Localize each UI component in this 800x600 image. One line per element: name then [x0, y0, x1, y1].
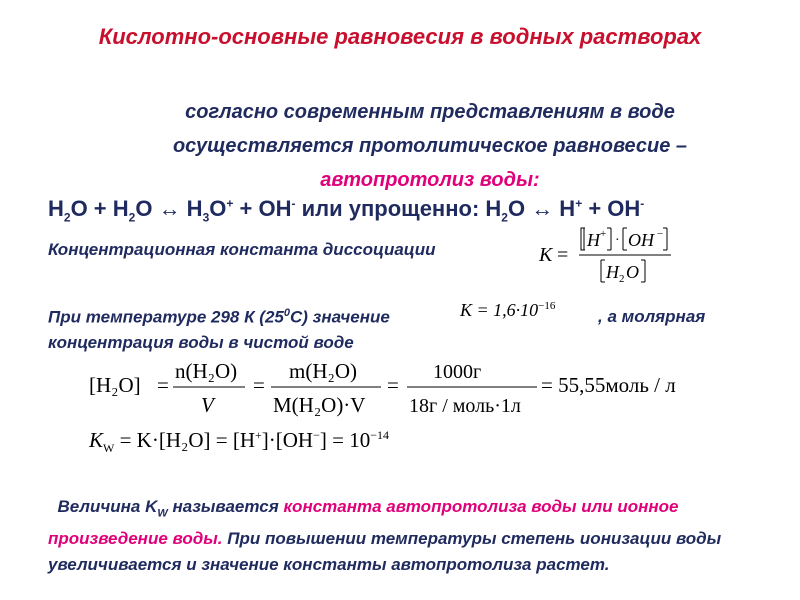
- autoprotolysis-equation: [48, 196, 644, 224]
- kw-k: K: [89, 428, 104, 452]
- kw-sub: W: [103, 441, 115, 456]
- k-value-exp: −16: [538, 300, 556, 312]
- eq-part: O ↔ H: [507, 196, 576, 221]
- f1-num: n(H₂O): [175, 359, 238, 383]
- bottom-d: При повышении температуры степень ионизации воды увеличивается и значение константы автопротолиза растет.: [48, 529, 722, 575]
- bottom-b: называется: [167, 497, 284, 516]
- temp-text-b: С) значение: [289, 307, 390, 327]
- bottom-sub: W: [157, 507, 168, 520]
- intro-paragraph: [90, 95, 770, 197]
- bracket-right-1: [607, 228, 611, 250]
- k-value: [460, 300, 555, 321]
- eq-part: O + H: [70, 196, 129, 221]
- molar-text-a: , а молярная: [598, 307, 706, 326]
- k-formula: [535, 224, 695, 286]
- temp-text-a: При температуре 298 К (25: [48, 307, 284, 327]
- numer-h: H: [587, 230, 600, 250]
- molar-result: = 55,55моль / л: [541, 373, 676, 397]
- eq-part: + OH: [233, 196, 292, 221]
- f2-den: M(H₂O)·V: [273, 393, 366, 417]
- denom-2: 2: [619, 273, 625, 285]
- page-title: Кислотно-основные равновесия в водных растворах: [98, 24, 702, 49]
- eq-sub: 2: [501, 210, 508, 225]
- eq-sup: +: [575, 196, 583, 211]
- temperature-line: [48, 307, 390, 328]
- denom-o: O: [626, 262, 639, 282]
- bracket-right-2: [663, 228, 667, 250]
- eq-part: или упрощенно: H: [295, 196, 502, 221]
- degree-sup: 0: [283, 307, 290, 319]
- f1-den: V: [201, 393, 214, 417]
- denom-h: H: [606, 262, 619, 282]
- k-value-text: K = 1,6·10: [460, 300, 539, 320]
- intro-line-1: согласно современным представлениям в воде: [185, 101, 675, 123]
- molar-formula: [85, 356, 725, 418]
- kw-rest: = K·[H₂O] = [H: [119, 428, 255, 452]
- numer-plus: +: [600, 228, 607, 240]
- intro-line-2: осуществляется протолитическое равновесие –: [172, 135, 688, 157]
- eq-part: O ↔ H: [135, 196, 203, 221]
- kw-mid: ]·[OH: [261, 428, 314, 452]
- kw-formula: [89, 428, 389, 456]
- eq-sup: -: [291, 196, 296, 211]
- eq-part: O: [209, 196, 227, 221]
- eq-sub: 2: [63, 210, 71, 225]
- molar-text-b: концентрация воды в чистой воде: [48, 333, 354, 352]
- kw-end: ] = 10: [319, 428, 371, 452]
- bracket-right-3: [641, 260, 645, 282]
- bracket-left-3: [601, 260, 605, 282]
- eq-sub: 2: [128, 210, 136, 225]
- eq-sup: -: [640, 196, 645, 211]
- eq-part: + OH: [582, 196, 641, 221]
- f3-den: 18г / моль·1л: [409, 395, 521, 417]
- intro-highlight: автопротолиз воды:: [320, 169, 540, 191]
- eq-sign-2: =: [253, 373, 265, 397]
- numer-minus: −: [657, 228, 664, 240]
- eq-part: H: [48, 196, 64, 221]
- kw-exp: −14: [370, 428, 389, 442]
- kw-minus: −: [313, 428, 320, 442]
- numer-oh: OH: [628, 230, 654, 250]
- kw-plus: +: [255, 428, 262, 442]
- eq-sign-1: =: [157, 373, 169, 397]
- bracket-left-2: [623, 228, 627, 250]
- eq-sub: 3: [202, 210, 210, 225]
- k-symbol: K: [539, 244, 553, 266]
- k-eq: =: [557, 244, 569, 266]
- bottom-highlight: константа автопротолиза воды или ионное произведение воды.: [48, 497, 679, 549]
- bottom-a: Величина K: [57, 497, 158, 516]
- bottom-paragraph: [48, 494, 768, 578]
- molar-lhs: [H₂O]: [89, 373, 141, 397]
- numer-dot: ·: [615, 233, 620, 248]
- dissociation-constant-label: Концентрационная константа диссоциации: [48, 240, 436, 259]
- f3-num: 1000г: [433, 361, 482, 383]
- eq-sign-3: =: [387, 373, 399, 397]
- f2-num: m(H₂O): [289, 359, 357, 383]
- eq-sup: +: [226, 196, 234, 211]
